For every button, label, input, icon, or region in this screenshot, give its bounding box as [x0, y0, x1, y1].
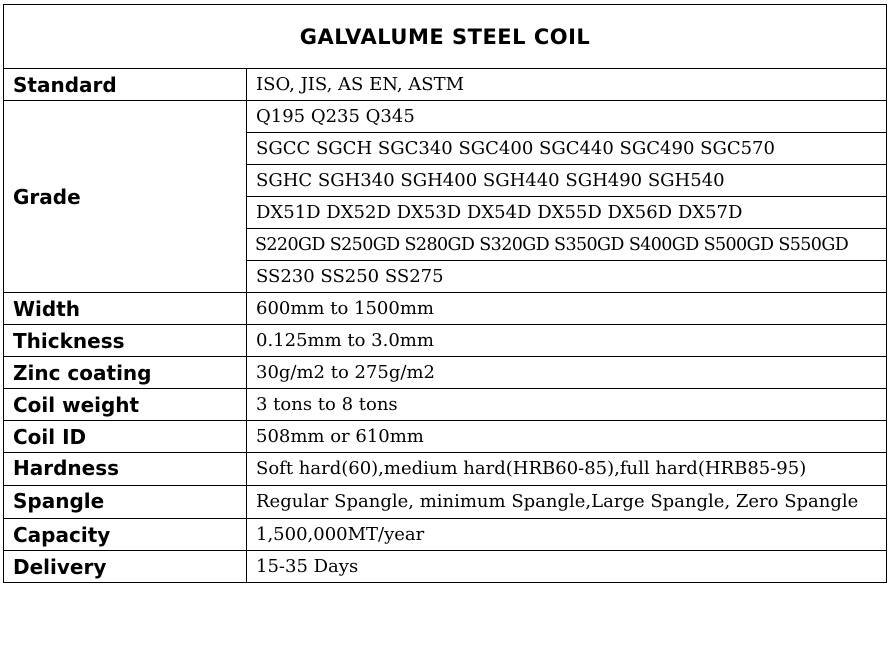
table-row — [4, 389, 887, 421]
zinc-coating-value: 30g/m2 to 275g/m2 — [247, 357, 887, 389]
coil-id-label: Coil ID — [4, 421, 247, 453]
grade-label: Grade — [4, 101, 247, 293]
table-row — [4, 453, 887, 486]
table-row — [4, 519, 887, 551]
table-row — [4, 293, 887, 325]
grade-value: S220GD S250GD S280GD S320GD S350GD S400GD S500GD S550GD — [247, 229, 887, 261]
spangle-label: Spangle — [4, 486, 247, 519]
standard-value: ISO, JIS, AS EN, ASTM — [247, 69, 887, 101]
table-row — [4, 69, 887, 101]
delivery-label: Delivery — [4, 551, 247, 583]
width-label: Width — [4, 293, 247, 325]
capacity-value: 1,500,000MT/year — [247, 519, 887, 551]
table-row — [4, 486, 887, 519]
spangle-value: Regular Spangle, minimum Spangle,Large Spangle, Zero Spangle — [247, 486, 887, 519]
delivery-value: 15-35 Days — [247, 551, 887, 583]
table-row — [4, 421, 887, 453]
coil-weight-value: 3 tons to 8 tons — [247, 389, 887, 421]
table-row — [4, 551, 887, 583]
grade-value: SS230 SS250 SS275 — [247, 261, 887, 293]
grade-value: DX51D DX52D DX53D DX54D DX55D DX56D DX57D — [247, 197, 887, 229]
coil-id-value: 508mm or 610mm — [247, 421, 887, 453]
table-row — [4, 325, 887, 357]
thickness-value: 0.125mm to 3.0mm — [247, 325, 887, 357]
zinc-coating-label: Zinc coating — [4, 357, 247, 389]
table-title: GALVALUME STEEL COIL — [4, 5, 887, 69]
spec-table — [3, 4, 887, 583]
thickness-label: Thickness — [4, 325, 247, 357]
title-row — [4, 5, 887, 69]
capacity-label: Capacity — [4, 519, 247, 551]
grade-value: SGCC SGCH SGC340 SGC400 SGC440 SGC490 SGC570 — [247, 133, 887, 165]
grade-value: SGHC SGH340 SGH400 SGH440 SGH490 SGH540 — [247, 165, 887, 197]
standard-label: Standard — [4, 69, 247, 101]
width-value: 600mm to 1500mm — [247, 293, 887, 325]
coil-weight-label: Coil weight — [4, 389, 247, 421]
hardness-value: Soft hard(60),medium hard(HRB60-85),full hard(HRB85-95) — [247, 453, 887, 486]
table-row — [4, 101, 887, 133]
grade-value: Q195 Q235 Q345 — [247, 101, 887, 133]
hardness-label: Hardness — [4, 453, 247, 486]
table-row — [4, 357, 887, 389]
